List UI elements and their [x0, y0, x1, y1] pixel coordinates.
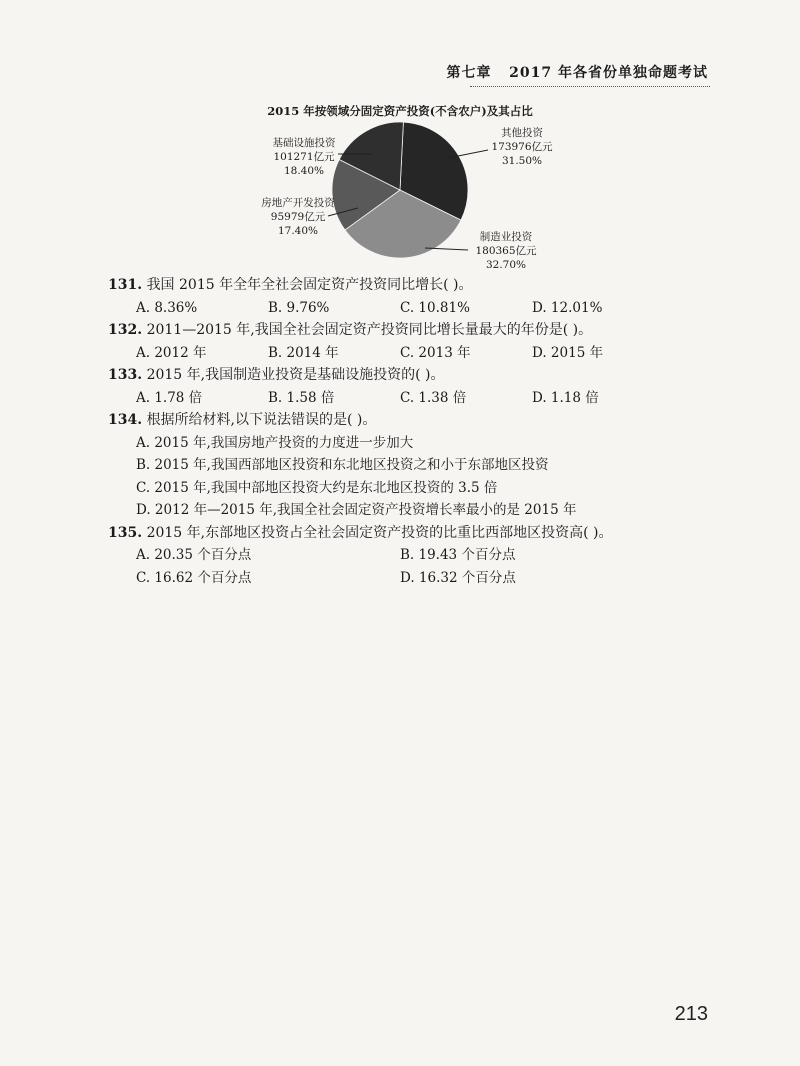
option-c: C. 16.62 个百分点 — [136, 569, 252, 586]
question-stem: 我国 2015 年全年全社会固定资产投资同比增长( )。 — [146, 277, 473, 293]
option-a: A. 8.36% — [136, 299, 198, 316]
label-infrastructure-name: 基础设施投资 — [272, 137, 336, 149]
option-c: C. 2015 年,我国中部地区投资大约是东北地区投资的 3.5 倍 — [136, 479, 498, 496]
question-131-options — [136, 297, 668, 320]
header-chapter: 第七章 — [446, 65, 492, 81]
question-132 — [108, 319, 668, 342]
label-manufacturing-value: 180365亿元 — [475, 245, 537, 257]
question-stem: 2011—2015 年,我国全社会固定资产投资同比增长量最大的年份是( )。 — [146, 322, 593, 338]
question-number: 134. — [108, 412, 143, 428]
label-other-percent: 31.50% — [501, 155, 543, 167]
option-b: B. 9.76% — [268, 299, 330, 316]
option-d: D. 2012 年—2015 年,我国全社会固定资产投资增长率最小的是 2015 年 — [136, 502, 577, 518]
question-number: 131. — [108, 277, 143, 293]
question-stem: 根据所给材料,以下说法错误的是( )。 — [146, 412, 377, 428]
option-b: B. 19.43 个百分点 — [400, 547, 516, 563]
header-rule — [470, 86, 710, 87]
question-stem: 2015 年,东部地区投资占全社会固定资产投资的比重比西部地区投资高( )。 — [146, 524, 613, 541]
option-d: D. 1.18 倍 — [532, 389, 599, 406]
label-manufacturing-percent: 32.70% — [485, 259, 527, 271]
label-realestate-value: 95979亿元 — [270, 211, 326, 223]
option-b: B. 2015 年,我国西部地区投资和东北地区投资之和小于东部地区投资 — [136, 457, 549, 473]
question-135-options — [136, 544, 668, 589]
option-c: C. 2013 年 — [400, 344, 471, 361]
label-infrastructure-percent: 18.40% — [283, 165, 325, 177]
option-a: A. 20.35 个百分点 — [136, 547, 252, 563]
question-number: 133. — [108, 367, 143, 383]
label-realestate-name: 房地产开发投资 — [261, 197, 335, 209]
question-135 — [108, 522, 668, 545]
chart-title: 2015 年按领域分固定资产投资(不含农户)及其占比 — [267, 104, 533, 118]
option-d: D. 16.32 个百分点 — [400, 569, 516, 586]
question-133-options — [136, 387, 668, 410]
question-131 — [108, 274, 668, 297]
page-number: 213 — [674, 1003, 708, 1025]
question-number: 135. — [108, 524, 143, 541]
question-133 — [108, 364, 668, 387]
option-c: C. 10.81% — [400, 299, 470, 316]
option-a: A. 2012 年 — [136, 344, 207, 361]
question-132-options — [136, 342, 668, 365]
label-manufacturing-name: 制造业投资 — [479, 231, 533, 243]
label-realestate-percent: 17.40% — [277, 225, 319, 237]
running-header — [447, 62, 708, 82]
header-title: 2017 年各省份单独命题考试 — [509, 65, 708, 81]
option-d: D. 12.01% — [532, 299, 603, 316]
option-a: A. 1.78 倍 — [136, 389, 203, 406]
option-c: C. 1.38 倍 — [400, 389, 467, 406]
option-a: A. 2015 年,我国房地产投资的力度进一步加大 — [136, 434, 414, 451]
question-stem: 2015 年,我国制造业投资是基础设施投资的( )。 — [146, 367, 445, 383]
label-infrastructure-value: 101271亿元 — [273, 151, 335, 163]
pie-chart — [220, 120, 580, 272]
question-number: 132. — [108, 322, 143, 338]
question-list — [108, 274, 668, 589]
option-d: D. 2015 年 — [532, 344, 604, 361]
label-other-name: 其他投资 — [501, 127, 543, 139]
option-b: B. 1.58 倍 — [268, 389, 335, 406]
option-b: B. 2014 年 — [268, 344, 339, 361]
question-134 — [108, 409, 668, 432]
label-other-value: 173976亿元 — [491, 141, 553, 153]
